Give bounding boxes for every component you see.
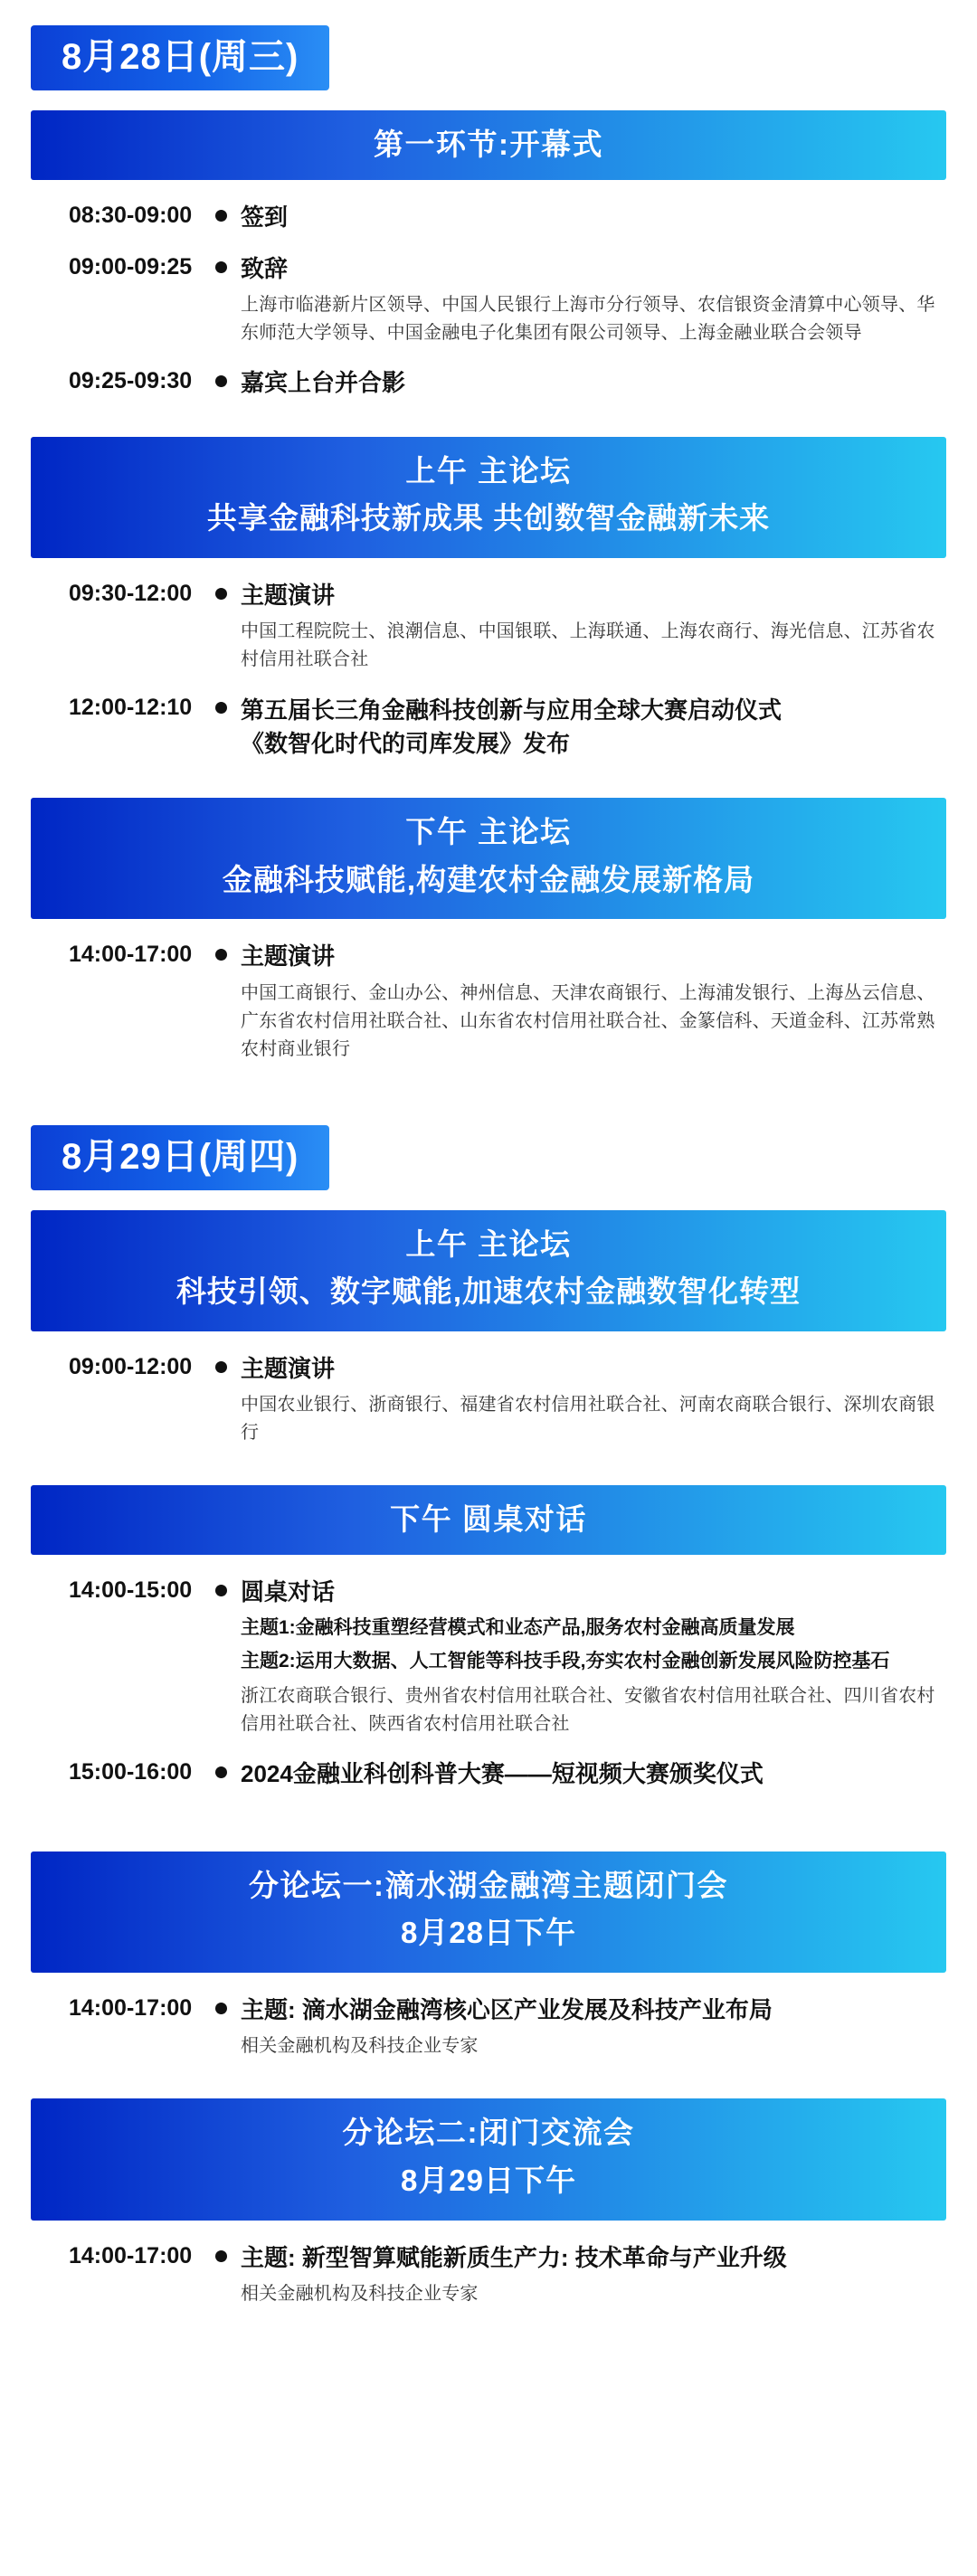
section-banner	[31, 110, 946, 180]
row-time: 14:00-17:00	[69, 1995, 193, 2022]
row-description: 浙江农商联合银行、贵州省农村信用社联合社、安徽省农村信用社联合社、四川省农村信用社联合社、陕西省农村信用社联合社	[241, 1685, 935, 1734]
agenda-section	[31, 110, 946, 410]
row-content	[241, 1758, 946, 1790]
row-description: 相关金融机构及科技企业专家	[241, 2283, 479, 2304]
row-time: 12:00-12:10	[69, 695, 193, 721]
row-time: 09:00-12:00	[69, 1353, 193, 1379]
row-topic: 主题2:运用大数据、人工智能等科技手段,夯实农村金融创新发展风险防控基石	[241, 1651, 890, 1672]
agenda-row	[31, 932, 946, 1074]
bullet-dot	[215, 949, 227, 961]
row-bullet	[201, 941, 241, 961]
bullet-dot	[215, 1766, 227, 1778]
bullet-dot	[215, 2003, 227, 2014]
row-description: 中国工商银行、金山办公、神州信息、天津农商银行、上海浦发银行、上海丛云信息、广东省农村信用社联合社、山东省农村信用社联合社、金篆信科、天道金科、江苏常熟农村商业银行	[241, 982, 935, 1059]
section-banner-subtitle: 8月28日下午	[400, 1916, 577, 1950]
row-content	[241, 580, 946, 674]
row-title: 主题演讲	[241, 582, 336, 610]
section-banner-title: 上午 主论坛	[405, 1226, 572, 1261]
section-banner-title: 下午 圆桌对话	[390, 1502, 587, 1537]
agenda-section	[31, 798, 946, 1074]
section-banner-title: 分论坛二:闭门交流会	[342, 2116, 635, 2150]
row-content	[241, 2242, 946, 2308]
row-description: 中国工程院院士、浪潮信息、中国银联、上海联通、上海农商行、海光信息、江苏省农村信用社联合社	[241, 621, 935, 670]
agenda-rows	[31, 1562, 946, 1801]
row-bullet	[201, 1994, 241, 2014]
row-bullet	[201, 1758, 241, 1778]
row-title: 主题: 新型智算赋能新质生产力: 技术革命与产业升级	[241, 2243, 787, 2271]
agenda-row	[31, 1985, 946, 2071]
agenda-row	[31, 193, 946, 244]
bullet-dot	[215, 375, 227, 387]
agenda-rows	[31, 1980, 946, 2071]
section-banner	[31, 1210, 946, 1331]
section-banner	[31, 437, 946, 558]
row-bullet	[201, 1353, 241, 1373]
row-title: 主题: 滴水湖金融湾核心区产业发展及科技产业布局	[241, 1996, 773, 2024]
bullet-dot	[215, 588, 227, 600]
agenda-rows	[31, 1339, 946, 1458]
section-banner	[31, 2098, 946, 2220]
agenda-section	[31, 2098, 946, 2318]
section-banner-subtitle: 金融科技赋能,构建农村金融发展新格局	[222, 862, 755, 896]
agenda-row	[31, 1749, 946, 1801]
section-banner	[31, 1485, 946, 1555]
section-banner-subtitle: 共享金融科技新成果 共创数智金融新未来	[206, 501, 771, 535]
row-bullet	[201, 367, 241, 387]
row-bullet	[201, 1577, 241, 1596]
section-banner-title: 下午 主论坛	[405, 815, 572, 849]
row-time: 09:25-09:30	[69, 367, 193, 393]
row-description: 相关金融机构及科技企业专家	[241, 2036, 479, 2057]
row-time: 14:00-17:00	[69, 942, 193, 968]
row-title: 第五届长三角金融科技创新与应用全球大赛启动仪式 《数智化时代的司库发展》发布	[241, 696, 783, 757]
row-title: 主题演讲	[241, 1354, 336, 1382]
row-content	[241, 1577, 946, 1738]
row-content	[241, 1994, 946, 2060]
row-title: 2024金融业科创科普大赛——短视频大赛颁奖仪式	[241, 1759, 764, 1787]
bullet-dot	[215, 210, 227, 222]
bullet-dot	[215, 261, 227, 273]
row-time: 09:30-12:00	[69, 581, 193, 607]
row-bullet	[201, 694, 241, 714]
row-content	[241, 253, 946, 347]
section-banner-subtitle: 科技引领、数字赋能,加速农村金融数智化转型	[175, 1274, 802, 1309]
row-time: 08:30-09:00	[69, 202, 193, 228]
agenda-section	[31, 1485, 946, 1801]
row-description: 中国农业银行、浙商银行、福建省农村信用社联合社、河南农商联合银行、深圳农商银行	[241, 1395, 935, 1444]
agenda-row	[31, 358, 946, 410]
day-header: 8月29日(周四)	[31, 1125, 329, 1190]
row-bullet	[201, 202, 241, 222]
section-banner-subtitle: 8月29日下午	[400, 2163, 577, 2197]
section-banner-title: 上午 主论坛	[405, 453, 572, 488]
row-topic: 主题1:金融科技重塑经营模式和业态产品,服务农村金融高质量发展	[241, 1616, 795, 1638]
row-description: 上海市临港新片区领导、中国人民银行上海市分行领导、农信银资金清算中心领导、华东师范大学领导、中国金融电子化集团有限公司领导、上海金融业联合会领导	[241, 294, 935, 343]
section-banner	[31, 1852, 946, 1973]
bullet-dot	[215, 1361, 227, 1373]
row-content	[241, 941, 946, 1063]
bullet-dot	[215, 702, 227, 714]
agenda-section	[31, 437, 946, 771]
row-title: 主题演讲	[241, 942, 336, 971]
row-time: 09:00-09:25	[69, 253, 193, 279]
agenda-rows	[31, 187, 946, 410]
row-bullet	[201, 253, 241, 273]
bullet-dot	[215, 2250, 227, 2262]
row-title: 签到	[241, 203, 289, 231]
row-time: 14:00-15:00	[69, 1577, 193, 1603]
agenda-row	[31, 2233, 946, 2319]
agenda-rows	[31, 565, 946, 771]
row-content	[241, 202, 946, 233]
row-bullet	[201, 2242, 241, 2262]
agenda-root	[31, 25, 946, 2319]
section-spacer	[31, 1102, 946, 1125]
row-title: 圆桌对话	[241, 1577, 336, 1605]
agenda-rows	[31, 2228, 946, 2319]
bullet-dot	[215, 1585, 227, 1596]
agenda-rows	[31, 926, 946, 1074]
row-content	[241, 694, 946, 760]
agenda-section	[31, 1852, 946, 2071]
day-header: 8月28日(周三)	[31, 25, 329, 90]
row-title: 嘉宾上台并合影	[241, 368, 406, 396]
agenda-row	[31, 571, 946, 685]
agenda-row	[31, 1344, 946, 1458]
agenda-row	[31, 244, 946, 358]
row-time: 15:00-16:00	[69, 1758, 193, 1785]
agenda-section	[31, 1210, 946, 1458]
row-content	[241, 1353, 946, 1447]
section-spacer	[31, 1828, 946, 1852]
agenda-row	[31, 685, 946, 771]
row-time: 14:00-17:00	[69, 2242, 193, 2268]
agenda-row	[31, 1567, 946, 1749]
row-title: 致辞	[241, 254, 289, 282]
section-banner	[31, 798, 946, 919]
section-banner-title: 第一环节:开幕式	[374, 128, 603, 161]
section-banner-title: 分论坛一:滴水湖金融湾主题闭门会	[249, 1868, 728, 1902]
row-content	[241, 367, 946, 399]
row-bullet	[201, 580, 241, 600]
